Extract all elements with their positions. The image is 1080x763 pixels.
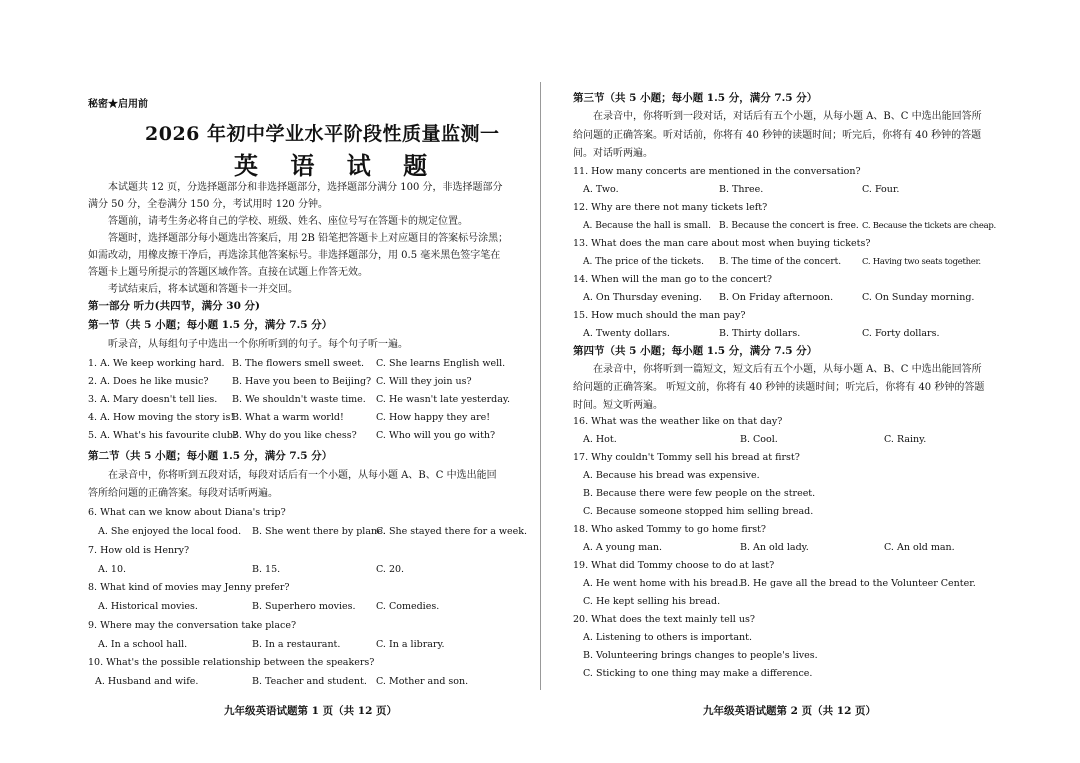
question: 13. What does the man care about most when buying tickets? xyxy=(573,238,871,249)
question: 20. What does the text mainly tell us? xyxy=(573,614,755,625)
option-a: A. 10. xyxy=(98,564,127,575)
section-heading: 第四节（共 5 小题；每小题 1.5 分，满分 7.5 分） xyxy=(573,345,818,357)
question: 17. Why couldn't Tommy sell his bread at first? xyxy=(573,452,800,463)
right-page xyxy=(540,0,1080,763)
option-b: B. What a warm world! xyxy=(232,412,344,423)
option-a: 4. A. How moving the story is! xyxy=(88,412,235,423)
section-heading: 第二节（共 5 小题；每小题 1.5 分，满分 7.5 分） xyxy=(88,450,333,462)
option-a: A. Husband and wife. xyxy=(95,676,199,687)
option-c: C. Because the tickets are cheap. xyxy=(862,221,996,231)
section-instructions: 在录音中，你将听到五段对话，每段对话后有一个小题，从每小题 A、B、C 中选出能回 xyxy=(108,470,497,481)
intro-line: 如需改动，用橡皮擦干净后，再选涂其他答案标号。非选择题部分，用 0.5 毫米黑色签字笔在 xyxy=(88,250,501,261)
option-c: C. How happy they are! xyxy=(376,412,491,423)
option-c: C. Having two seats together. xyxy=(862,257,981,267)
option-b: B. Why do you like chess? xyxy=(232,430,357,441)
option-b: B. Because the concert is free. xyxy=(719,221,859,231)
option-c: C. An old man. xyxy=(884,542,955,553)
question: 16. What was the weather like on that day? xyxy=(573,416,783,427)
option-c: C. Will they join us? xyxy=(376,376,472,387)
option-a: A. The price of the tickets. xyxy=(583,257,704,267)
option-a: 2. A. Does he like music? xyxy=(88,376,209,387)
section-heading: 第三节（共 5 小题；每小题 1.5 分，满分 7.5 分） xyxy=(573,92,818,104)
option-b: B. Because there were few people on the street. xyxy=(583,488,816,499)
option-a: A. Twenty dollars. xyxy=(583,328,670,339)
option-b: B. 15. xyxy=(252,564,281,575)
option-b: B. Cool. xyxy=(740,434,778,445)
section-instructions: 在录音中，你将听到一篇短文，短文后有五个小题，从每小题 A、B、C 中选出能回答所 xyxy=(593,364,982,375)
question: 11. How many concerts are mentioned in the conversation? xyxy=(573,166,861,177)
section-instructions: 听录音，从每组句子中选出一个你所听到的句子。每个句子听一遍。 xyxy=(108,339,408,350)
question: 14. When will the man go to the concert? xyxy=(573,274,772,285)
intro-line: 答题前，请考生务必将自己的学校、班级、姓名、座位号写在答题卡的规定位置。 xyxy=(108,216,468,227)
question: 12. Why are there not many tickets left? xyxy=(573,202,768,213)
option-a: 1. A. We keep working hard. xyxy=(88,358,225,369)
option-c: C. 20. xyxy=(376,564,405,575)
option-b: B. Have you been to Beijing? xyxy=(232,376,372,387)
section-instructions: 时间。短文听两遍。 xyxy=(573,400,663,411)
section-instructions: 给问题的正确答案。 听短文前，你将有 40 秒钟的读题时间；听完后，你将有 40 秒钟的答题 xyxy=(573,382,985,393)
intro-line: 答题时，选择题部分每小题选出答案后，用 2B 铅笔把答题卡上对应题目的答案标号涂黑； xyxy=(108,233,509,244)
option-a: A. Hot. xyxy=(583,434,617,445)
section-instructions: 答所给问题的正确答案。每段对话听两遍。 xyxy=(88,488,278,499)
intro-line: 考试结束后，将本试题和答题卡一并交回。 xyxy=(108,284,298,295)
option-a: A. Historical movies. xyxy=(98,601,198,612)
option-c: C. Forty dollars. xyxy=(862,328,940,339)
option-a: 5. A. What's his favourite club? xyxy=(88,430,238,441)
option-a: 3. A. Mary doesn't tell lies. xyxy=(88,394,218,405)
section-heading: 第一节（共 5 小题；每小题 1.5 分，满分 7.5 分） xyxy=(88,319,333,331)
option-a: A. In a school hall. xyxy=(98,639,188,650)
option-b: B. The flowers smell sweet. xyxy=(232,358,365,369)
option-b: B. On Friday afternoon. xyxy=(719,292,834,303)
option-c: C. Four. xyxy=(862,184,900,195)
question: 18. Who asked Tommy to go home first? xyxy=(573,524,767,535)
option-a: A. Listening to others is important. xyxy=(583,632,752,643)
option-b: B. We shouldn't waste time. xyxy=(232,394,366,405)
option-b: B. An old lady. xyxy=(740,542,809,553)
option-c: C. Mother and son. xyxy=(376,676,469,687)
confidential-mark: 秘密★启用前 xyxy=(88,99,148,110)
option-a: A. On Thursday evening. xyxy=(583,292,702,303)
question: 6. What can we know about Diana's trip? xyxy=(88,507,286,518)
option-a: A. Because the hall is small. xyxy=(583,221,712,231)
exam-title: 2026 年初中学业水平阶段性质量监测一 xyxy=(145,123,500,145)
question: 10. What's the possible relationship between the speakers? xyxy=(88,657,375,668)
option-c: C. She learns English well. xyxy=(376,358,506,369)
question: 15. How much should the man pay? xyxy=(573,310,746,321)
option-c: C. On Sunday morning. xyxy=(862,292,975,303)
option-c: C. She stayed there for a week. xyxy=(376,526,528,537)
option-c: C. Sticking to one thing may make a difference. xyxy=(583,668,813,679)
section-instructions: 间。对话听两遍。 xyxy=(573,148,653,159)
option-b: B. She went there by plane. xyxy=(252,526,386,537)
option-a: A. A young man. xyxy=(583,542,663,553)
option-a: A. Because his bread was expensive. xyxy=(583,470,760,481)
section-instructions: 在录音中，你将听到一段对话，对话后有五个小题，从每小题 A、B、C 中选出能回答所 xyxy=(593,111,982,122)
option-b: B. Volunteering brings changes to people's lives. xyxy=(583,650,818,661)
section-instructions: 给问题的正确答案。听对话前，你将有 40 秒钟的读题时间；听完后，你将有 40 秒钟的答题 xyxy=(573,130,982,141)
question: 9. Where may the conversation take place? xyxy=(88,620,297,631)
question: 8. What kind of movies may Jenny prefer? xyxy=(88,582,290,593)
option-b: B. He gave all the bread to the Volunteer Center. xyxy=(740,578,976,589)
option-c: C. Rainy. xyxy=(884,434,927,445)
option-a: A. She enjoyed the local food. xyxy=(98,526,242,537)
option-b: B. The time of the concert. xyxy=(719,257,842,267)
option-b: B. Teacher and student. xyxy=(252,676,367,687)
intro-line: 本试题共 12 页，分选择题部分和非选择题部分，选择题部分满分 100 分，非选择题部分 xyxy=(108,182,503,193)
option-c: C. He kept selling his bread. xyxy=(583,596,721,607)
option-b: B. Thirty dollars. xyxy=(719,328,801,339)
option-b: B. Three. xyxy=(719,184,764,195)
option-b: B. Superhero movies. xyxy=(252,601,356,612)
option-a: A. Two. xyxy=(583,184,619,195)
option-c: C. Who will you go with? xyxy=(376,430,496,441)
option-c: C. Because someone stopped him selling bread. xyxy=(583,506,814,517)
intro-line: 满分 50 分，全卷满分 150 分，考试用时 120 分钟。 xyxy=(88,199,328,210)
option-c: C. Comedies. xyxy=(376,601,440,612)
intro-line: 答题卡上题号所提示的答题区域作答。直接在试题上作答无效。 xyxy=(88,267,368,278)
option-b: B. In a restaurant. xyxy=(252,639,341,650)
part-heading: 第一部分 听力(共四节，满分 30 分) xyxy=(88,300,261,312)
option-c: C. He wasn't late yesterday. xyxy=(376,394,511,405)
option-c: C. In a library. xyxy=(376,639,445,650)
option-a: A. He went home with his bread. xyxy=(583,578,742,589)
exam-subject: 英 语 试 题 xyxy=(234,151,440,180)
page-footer: 九年级英语试题第 1 页（共 12 页） xyxy=(224,705,398,717)
question: 7. How old is Henry? xyxy=(88,545,190,556)
page-footer: 九年级英语试题第 2 页（共 12 页） xyxy=(703,705,877,717)
question: 19. What did Tommy choose to do at last? xyxy=(573,560,775,571)
